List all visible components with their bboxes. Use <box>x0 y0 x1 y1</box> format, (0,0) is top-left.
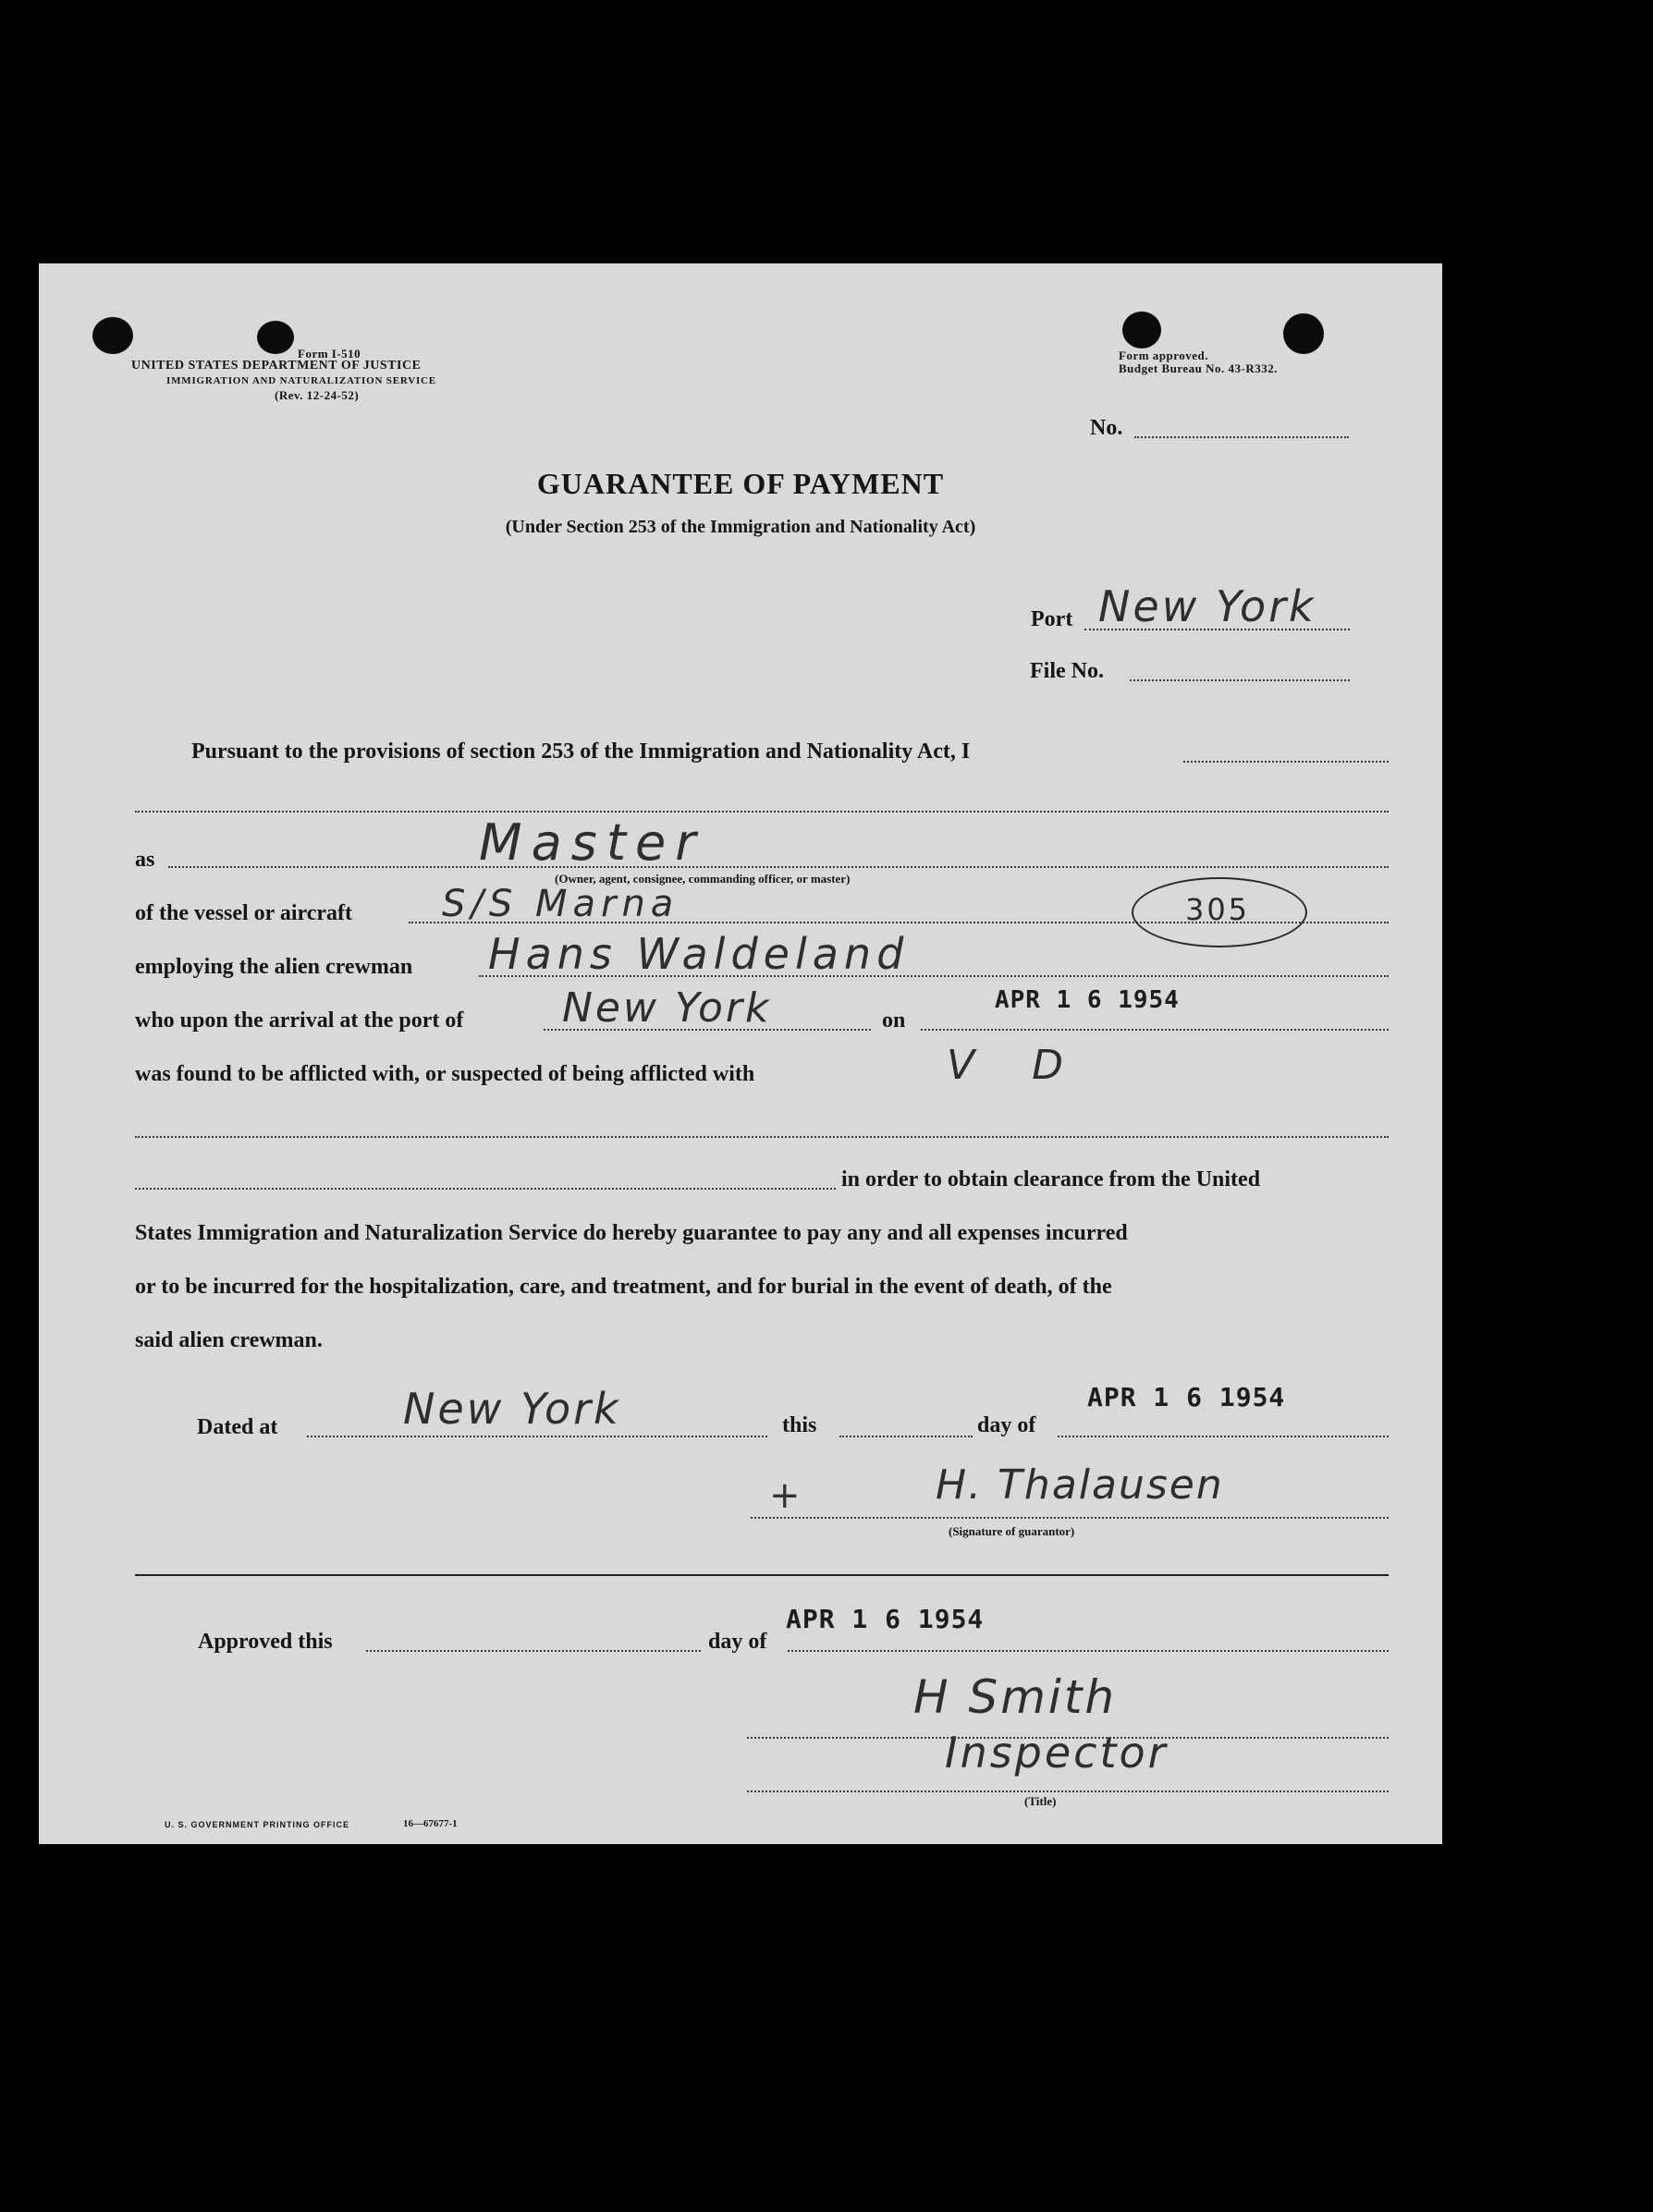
paragraph-line-1: States Immigration and Naturalization Service do hereby guarantee to pay any and all expenses incurred <box>135 1221 1128 1245</box>
approver-title-caption: (Title) <box>1024 1794 1057 1808</box>
as-caption: (Owner, agent, consignee, commanding officer, or master) <box>555 872 851 886</box>
department-name: UNITED STATES DEPARTMENT OF JUSTICE <box>131 359 422 373</box>
dated-label: Dated at <box>197 1415 278 1439</box>
signature-mark: + <box>769 1474 801 1517</box>
signature-caption: (Signature of guarantor) <box>949 1524 1075 1538</box>
afflicted-value: V D <box>947 1042 1085 1089</box>
approved-date-stamp: APR 1 6 1954 <box>786 1604 985 1634</box>
afflicted-field[interactable] <box>135 1136 1389 1138</box>
vessel-number: 305 <box>1184 892 1251 927</box>
file-no-label: File No. <box>1030 659 1104 683</box>
port-value: New York <box>1098 581 1316 631</box>
printer-code: 16—67677-1 <box>403 1818 458 1829</box>
approved-month-field[interactable] <box>788 1650 1389 1652</box>
signature-field[interactable] <box>751 1517 1389 1519</box>
form-number: Form I-510 <box>298 347 361 361</box>
form-approved-line2: Budget Bureau No. 43-R332. <box>1119 361 1279 375</box>
guarantor-signature: H. Thalausen <box>936 1461 1224 1509</box>
punch-hole-left <box>92 317 133 354</box>
arrival-label: who upon the arrival at the port of <box>135 1008 464 1033</box>
this-label: this <box>782 1413 817 1437</box>
arrival-date-stamp: APR 1 6 1954 <box>995 986 1180 1014</box>
no-field[interactable] <box>1134 436 1349 438</box>
form-paper <box>39 263 1442 1844</box>
arrival-date-field[interactable] <box>921 1029 1389 1031</box>
approved-day-field[interactable] <box>366 1650 701 1652</box>
approver-signature: H Smith <box>913 1670 1118 1724</box>
approved-day-of-label: day of <box>708 1630 767 1654</box>
form-approved-line1: Form approved. <box>1119 348 1209 362</box>
arrival-port-value: New York <box>562 984 772 1032</box>
punch-hole-right-inner <box>1122 312 1161 348</box>
dated-day-field[interactable] <box>839 1436 973 1437</box>
file-no-field[interactable] <box>1130 679 1350 681</box>
approver-title-value: Inspector <box>945 1728 1169 1778</box>
dated-day-of-label: day of <box>977 1413 1036 1437</box>
as-field[interactable] <box>168 866 1389 868</box>
dated-place-field[interactable] <box>307 1436 767 1437</box>
as-label: as <box>135 848 155 872</box>
guarantor-name-field[interactable] <box>1183 761 1389 763</box>
no-label: No. <box>1090 416 1123 440</box>
crewman-value: Hans Waldeland <box>488 929 910 979</box>
dated-place-value: New York <box>403 1384 621 1434</box>
as-value: Master <box>479 813 705 872</box>
vessel-label: of the vessel or aircraft <box>135 901 353 925</box>
form-subtitle: (Under Section 253 of the Immigration and Nationality Act) <box>505 517 976 537</box>
punch-hole-right <box>1283 313 1324 354</box>
dated-month-field[interactable] <box>1058 1436 1389 1437</box>
vessel-value: S/S Marna <box>442 883 680 925</box>
crewman-label: employing the alien crewman <box>135 955 413 979</box>
service-name: IMMIGRATION AND NATURALIZATION SERVICE <box>166 375 436 386</box>
on-label: on <box>882 1008 906 1033</box>
form-revision: (Rev. 12-24-52) <box>275 388 360 402</box>
section-divider <box>135 1574 1389 1576</box>
afflicted-label: was found to be afflicted with, or suspected of being afflicted with <box>135 1062 755 1086</box>
guarantor-name-field-2[interactable] <box>135 811 1389 813</box>
port-label: Port <box>1031 607 1073 631</box>
approver-title-field[interactable] <box>747 1790 1389 1792</box>
paragraph-line-2: or to be incurred for the hospitalization, care, and treatment, and for burial in the event of death, of the <box>135 1275 1112 1299</box>
approved-label: Approved this <box>198 1630 333 1654</box>
dated-date-stamp: APR 1 6 1954 <box>1087 1382 1286 1412</box>
printer-imprint: U. S. GOVERNMENT PRINTING OFFICE <box>165 1820 350 1829</box>
paragraph-line-3: said alien crewman. <box>135 1328 323 1352</box>
afflicted-field-2[interactable] <box>135 1188 836 1190</box>
intro-text: Pursuant to the provisions of section 253 of the Immigration and Nationality Act, I <box>191 739 971 764</box>
form-title: GUARANTEE OF PAYMENT <box>536 467 945 500</box>
punch-hole-left-inner <box>257 321 294 354</box>
clearance-text: in order to obtain clearance from the United <box>841 1167 1261 1192</box>
